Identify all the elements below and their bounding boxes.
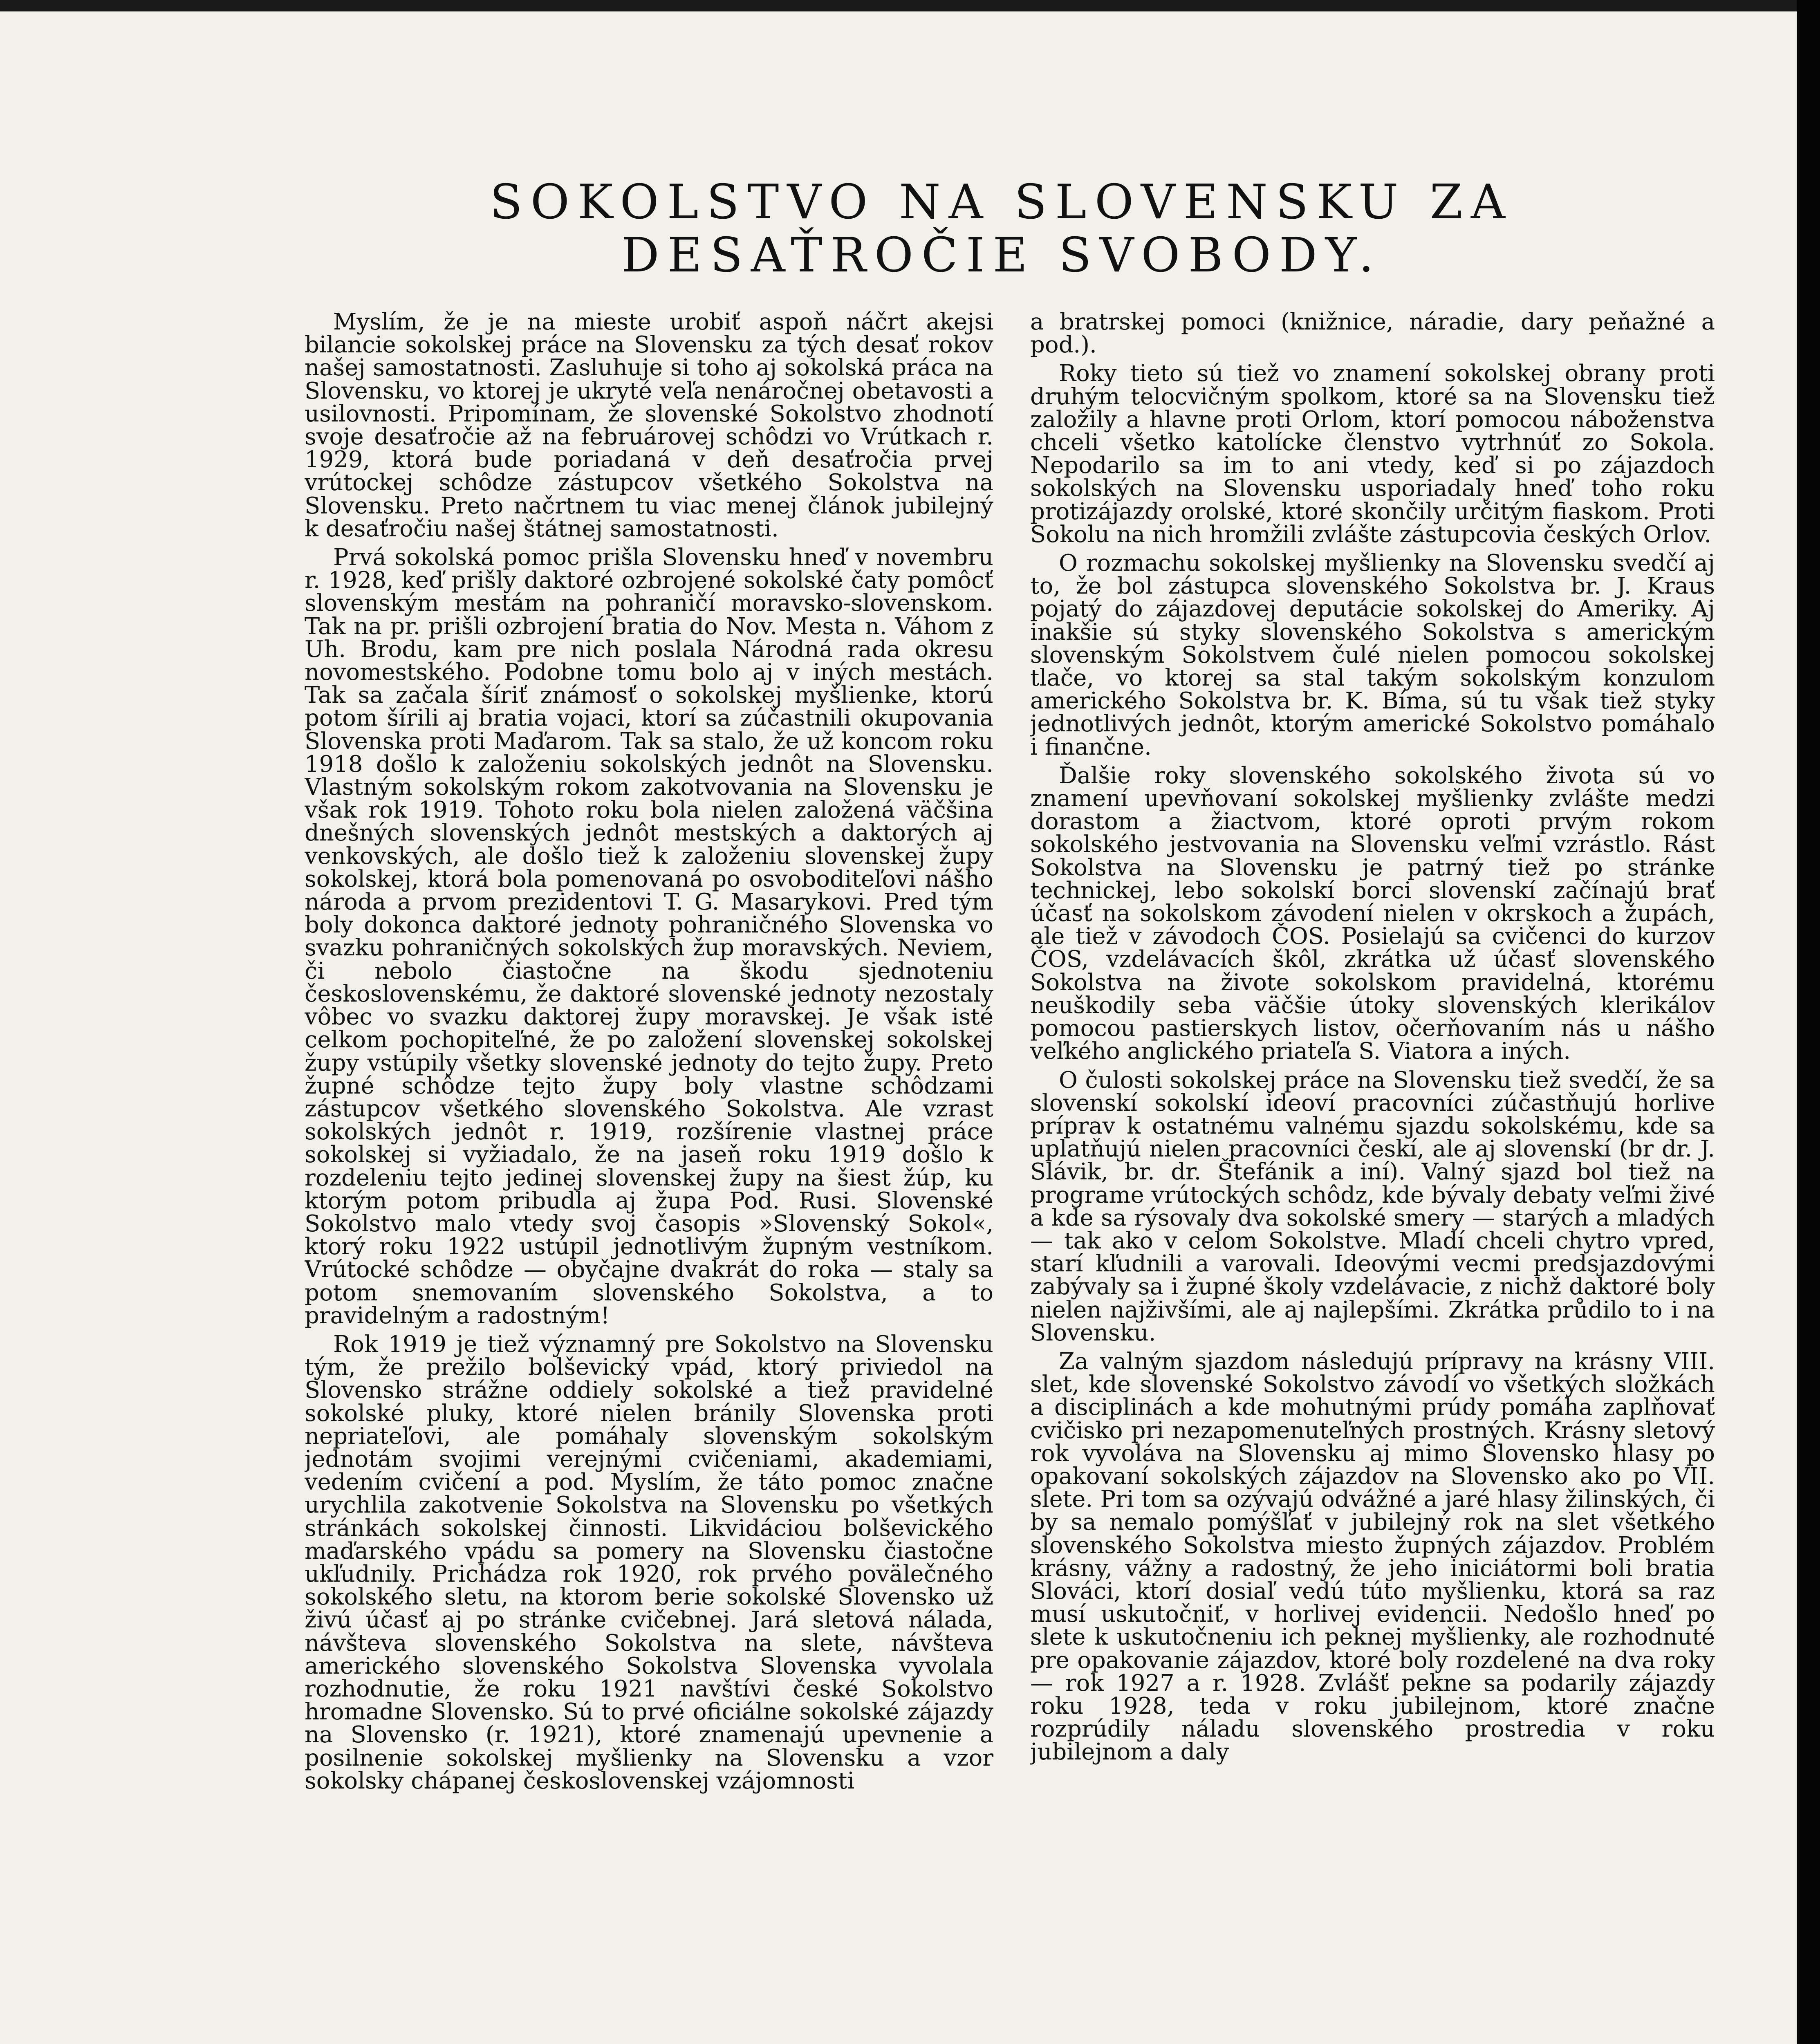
paragraph: Ďalšie roky slovenského sokolského života sú vo znamení upevňovaní sokolskej myšlienky zvlášte medzi dorastom a žiactvom, ktoré oproti prvým rokom sokolského jestvovania na Slovensku veľmi vzrástlo. Rást Sokolstva na Slovensku je patrný tiež po stránke technickej, lebo sokolskí borci slovenskí začínajú brať účasť na sokolskom závodení nielen v okrskoch a župách, ale tiež v závodoch ČOS. Posielajú sa cvičenci do kurzov ČOS, vzdelávacích škôl, zkrátka už účasť slovenského Sokolstva na živote sokolskom pravidelná, ktorému neuškodily seba väčšie útoky slovenských klerikálov pomocou pastierskych listov, očerňovaním nás u nášho veľkého anglického priateľa S. Viatora a iných. [1030,762,1715,1065]
article-title: SOKOLSTVO NA SLOVENSKU ZA DESAŤROČIE SVOBODY. [490,175,1513,283]
paragraph: O čulosti sokolskej práce na Slovensku tiež svedčí, že sa slovenskí sokolskí ideoví pracovníci zúčastňujú horlive príprav k ostatnému valnému sjazdu sokolskému, kde sa uplatňujú nielen pracovníci českí, ale aj slovenskí (br dr. J. Slávik, br. dr. Štefánik a iní). Valný sjazd bol tiež na programe vrútockých schôdz, kde bývaly debaty veľmi živé a kde sa rýsovaly dva sokolské smery — starých a mladých — tak ako v celom Sokolstve. Mladí chceli chytro vpred, starí kľudnili a varovali. Ideovými vecmi predsjazdovými zabývaly sa i župné školy vzdelávacie, z nichž daktoré boly nielen najživšími, ale aj najlepšími. Zkrátka průdilo to i na Slovensku. [1030,1067,1715,1346]
scan-right-edge [1797,0,1820,2044]
paragraph: Za valným sjazdom následujú prípravy na krásny VIII. slet, kde slovenské Sokolstvo závodí vo všetkých složkách a disciplinách a kde mohutnými prúdy pomáha zaplňovať cvičisko pri nezapomenuteľných prostných. Krásny sletový rok vyvoláva na Slovensku aj mimo Slovensko hlasy po opakovaní sokolských zájazdov na Slovensko ako po VII. slete. Pri tom sa ozývajú odvážné a jaré hlasy žilinských, či by sa nemalo pomýšľať v jubilejný rok na slet všetkého slovenského Sokolstva miesto župných zájazdov. Problém krásny, vážny a radostný, že jeho iniciátormi boli bratia Slováci, ktorí dosiaľ vedú túto myšlienku, ktorá sa raz musí uskutočniť, v horlivej evidencii. Nedošlo hneď po slete k uskutočneniu ich peknej myšlienky, ale rozhodnuté pre opakovanie zájazdov, ktoré boly rozdelené na dva roky — rok 1927 a r. 1928. Zvlášť pekne sa podarily zájazdy roku 1928, teda v roku jubilejnom, ktoré značne rozprúdily náladu slovenského prostredia v roku jubilejnom a daly [1030,1348,1715,1766]
paragraph: Myslím, že je na mieste urobiť aspoň náčrt akejsi bilancie sokolskej práce na Slovensku za tých desať rokov našej samostatnosti. Zasluhuje si toho aj sokolská práca na Slovensku, vo ktorej je ukryté veľa nenáročnej obetavosti a usilovnosti. Pripomínam, že slovenské Sokolstvo zhodnotí svoje desaťročie až na februárovej schôdzi vo Vrútkach r. 1929, ktorá bude poriadaná v deň desaťročia prvej vrútockej schôdze zástupcov všetkého Sokolstva na Slovensku. Preto načrtnem tu viac menej článok jubilejný k desaťročiu našej štátnej samostatnosti. [305,311,993,542]
text-column-right [1030,311,1715,2044]
paragraph: O rozmachu sokolskej myšlienky na Slovensku svedčí aj to, že bol zástupca slovenského Sokolstva br. J. Kraus pojatý do zájazdovej deputácie sokolskej do Ameriky. Aj inakšie sú styky slovenského Sokolstva s americkým slovenským Sokolstvem čulé nielen pomocou sokolskej tlače, vo ktorej sa stal takým sokolským konzulom amerického Sokolstva br. K. Bíma, sú tu však tiež styky jednotlivých jednôt, ktorým americké Sokolstvo pomáhalo i finančne. [1030,550,1715,760]
paragraph: Rok 1919 je tiež významný pre Sokolstvo na Slovensku tým, že prežilo bolševický vpád, ktorý priviedol na Slovensko strážne oddiely sokolské a tiež pravidelné sokolské pluky, ktoré nielen bránily Slovenska proti nepriateľovi, ale pomáhaly slovenským sokolským jednotám svojimi verejnými cvičeniami, akademiami, vedením cvičení a pod. Myslím, že táto pomoc značne urychlila zakotvenie Sokolstva na Slovensku po všetkých stránkách sokolskej činnosti. Likvidáciou bolševického maďarského vpádu sa pomery na Slovensku čiastočne ukľudnily. Prichádza rok 1920, rok prvého povälečného sokolského sletu, na ktorom berie sokolské Slovensko už živú účasť aj po stránke cvičebnej. Jará sletová nálada, návšteva slovenského Sokolstva na slete, návšteva amerického slovenského Sokolstva Slovenska vyvolala rozhodnutie, že roku 1921 navštívi české Sokolstvo hromadne Slovensko. Sú to prvé oficiálne sokolské zájazdy na Slovensko (r. 1921), ktoré znamenajú upevnenie a posilnenie sokolskej myšlienky na Slovensku a vzor sokolsky chápanej československej vzájomnosti [305,1331,993,1794]
paragraph: Roky tieto sú tiež vo znamení sokolskej obrany proti druhým telocvičným spolkom, ktoré sa na Slovensku tiež založily a hlavne proti Orlom, ktorí pomocou náboženstva chceli všetko katolícke členstvo vytrhnúť zo Sokola. Nepodarilo sa im to ani vtedy, keď si po zájazdoch sokolských na Slovensku usporiadaly hneď toho roku protizájazdy orolské, ktoré skončily určitým fiaskom. Proti Sokolu na nich hromžili zvlášte zástupcovia českých Orlov. [1030,360,1715,548]
paragraph: Prvá sokolská pomoc prišla Slovensku hneď v novembru r. 1928, keď prišly daktoré ozbrojené sokolské čaty pomôcť slovenským mestám na pohraničí moravsko-slovenskom. Tak na pr. prišli ozbrojení bratia do Nov. Mesta n. Váhom z Uh. Brodu, kam pre nich poslala Národná rada okresu novomestského. Podobne tomu bolo aj v iných mestách. Tak sa začala šíriť známosť o sokolskej myšlienke, ktorú potom šírili aj bratia vojaci, ktorí sa zúčastnili okupovania Slovenska proti Maďarom. Tak sa stalo, že už koncom roku 1918 došlo k založeniu sokolských jednôt na Slovensku. Vlastným sokolským rokom zakotvovania na Slovensku je však rok 1919. Tohoto roku bola nielen založená väčšina dnešných slovenských jednôt mestských a daktorých aj venkovských, ale došlo tiež k založeniu slovenskej župy sokolskej, ktorá bola pomenovaná po osvoboditeľovi nášho národa a prvom prezidentovi T. G. Masarykovi. Pred tým boly dokonca daktoré jednoty pohraničného Slovenska vo svazku pohraničných sokolských žup moravských. Neviem, či nebolo čiastočne na škodu sjednoteniu československému, že daktoré slovenské jednoty nezostaly vôbec vo svazku daktorej župy moravskej. Je však isté celkom pochopiteľné, že po založení slovenskej sokolskej župy vstúpily všetky slovenské jednoty do tejto župy. Preto župné schôdze tejto župy boly vlastne schôdzami zástupcov všetkého slovenského Sokolstva. Ale vzrast sokolských jednôt r. 1919, rozšírenie vlastnej práce sokolskej si vyžiadalo, že na jaseň roku 1919 došlo k rozdeleniu tejto jedinej slovenskej župy na šiest žúp, ku ktorým potom pribudla aj župa Pod. Rusi. Slovenské Sokolstvo malo vtedy svoj časopis »Slovenský Sokol«, ktorý roku 1922 ustúpil jednotlivým župným vestníkom. Vrútocké schôdze — obyčajne dvakrát do roka — staly sa potom snemovaním slovenského Sokolstva, a to pravidelným a radostným! [305,544,993,1329]
paragraph: a bratrskej pomoci (knižnice, náradie, dary peňažné a pod.). [1030,311,1715,359]
text-column-left [305,311,993,2044]
scan-top-edge [0,0,1797,11]
